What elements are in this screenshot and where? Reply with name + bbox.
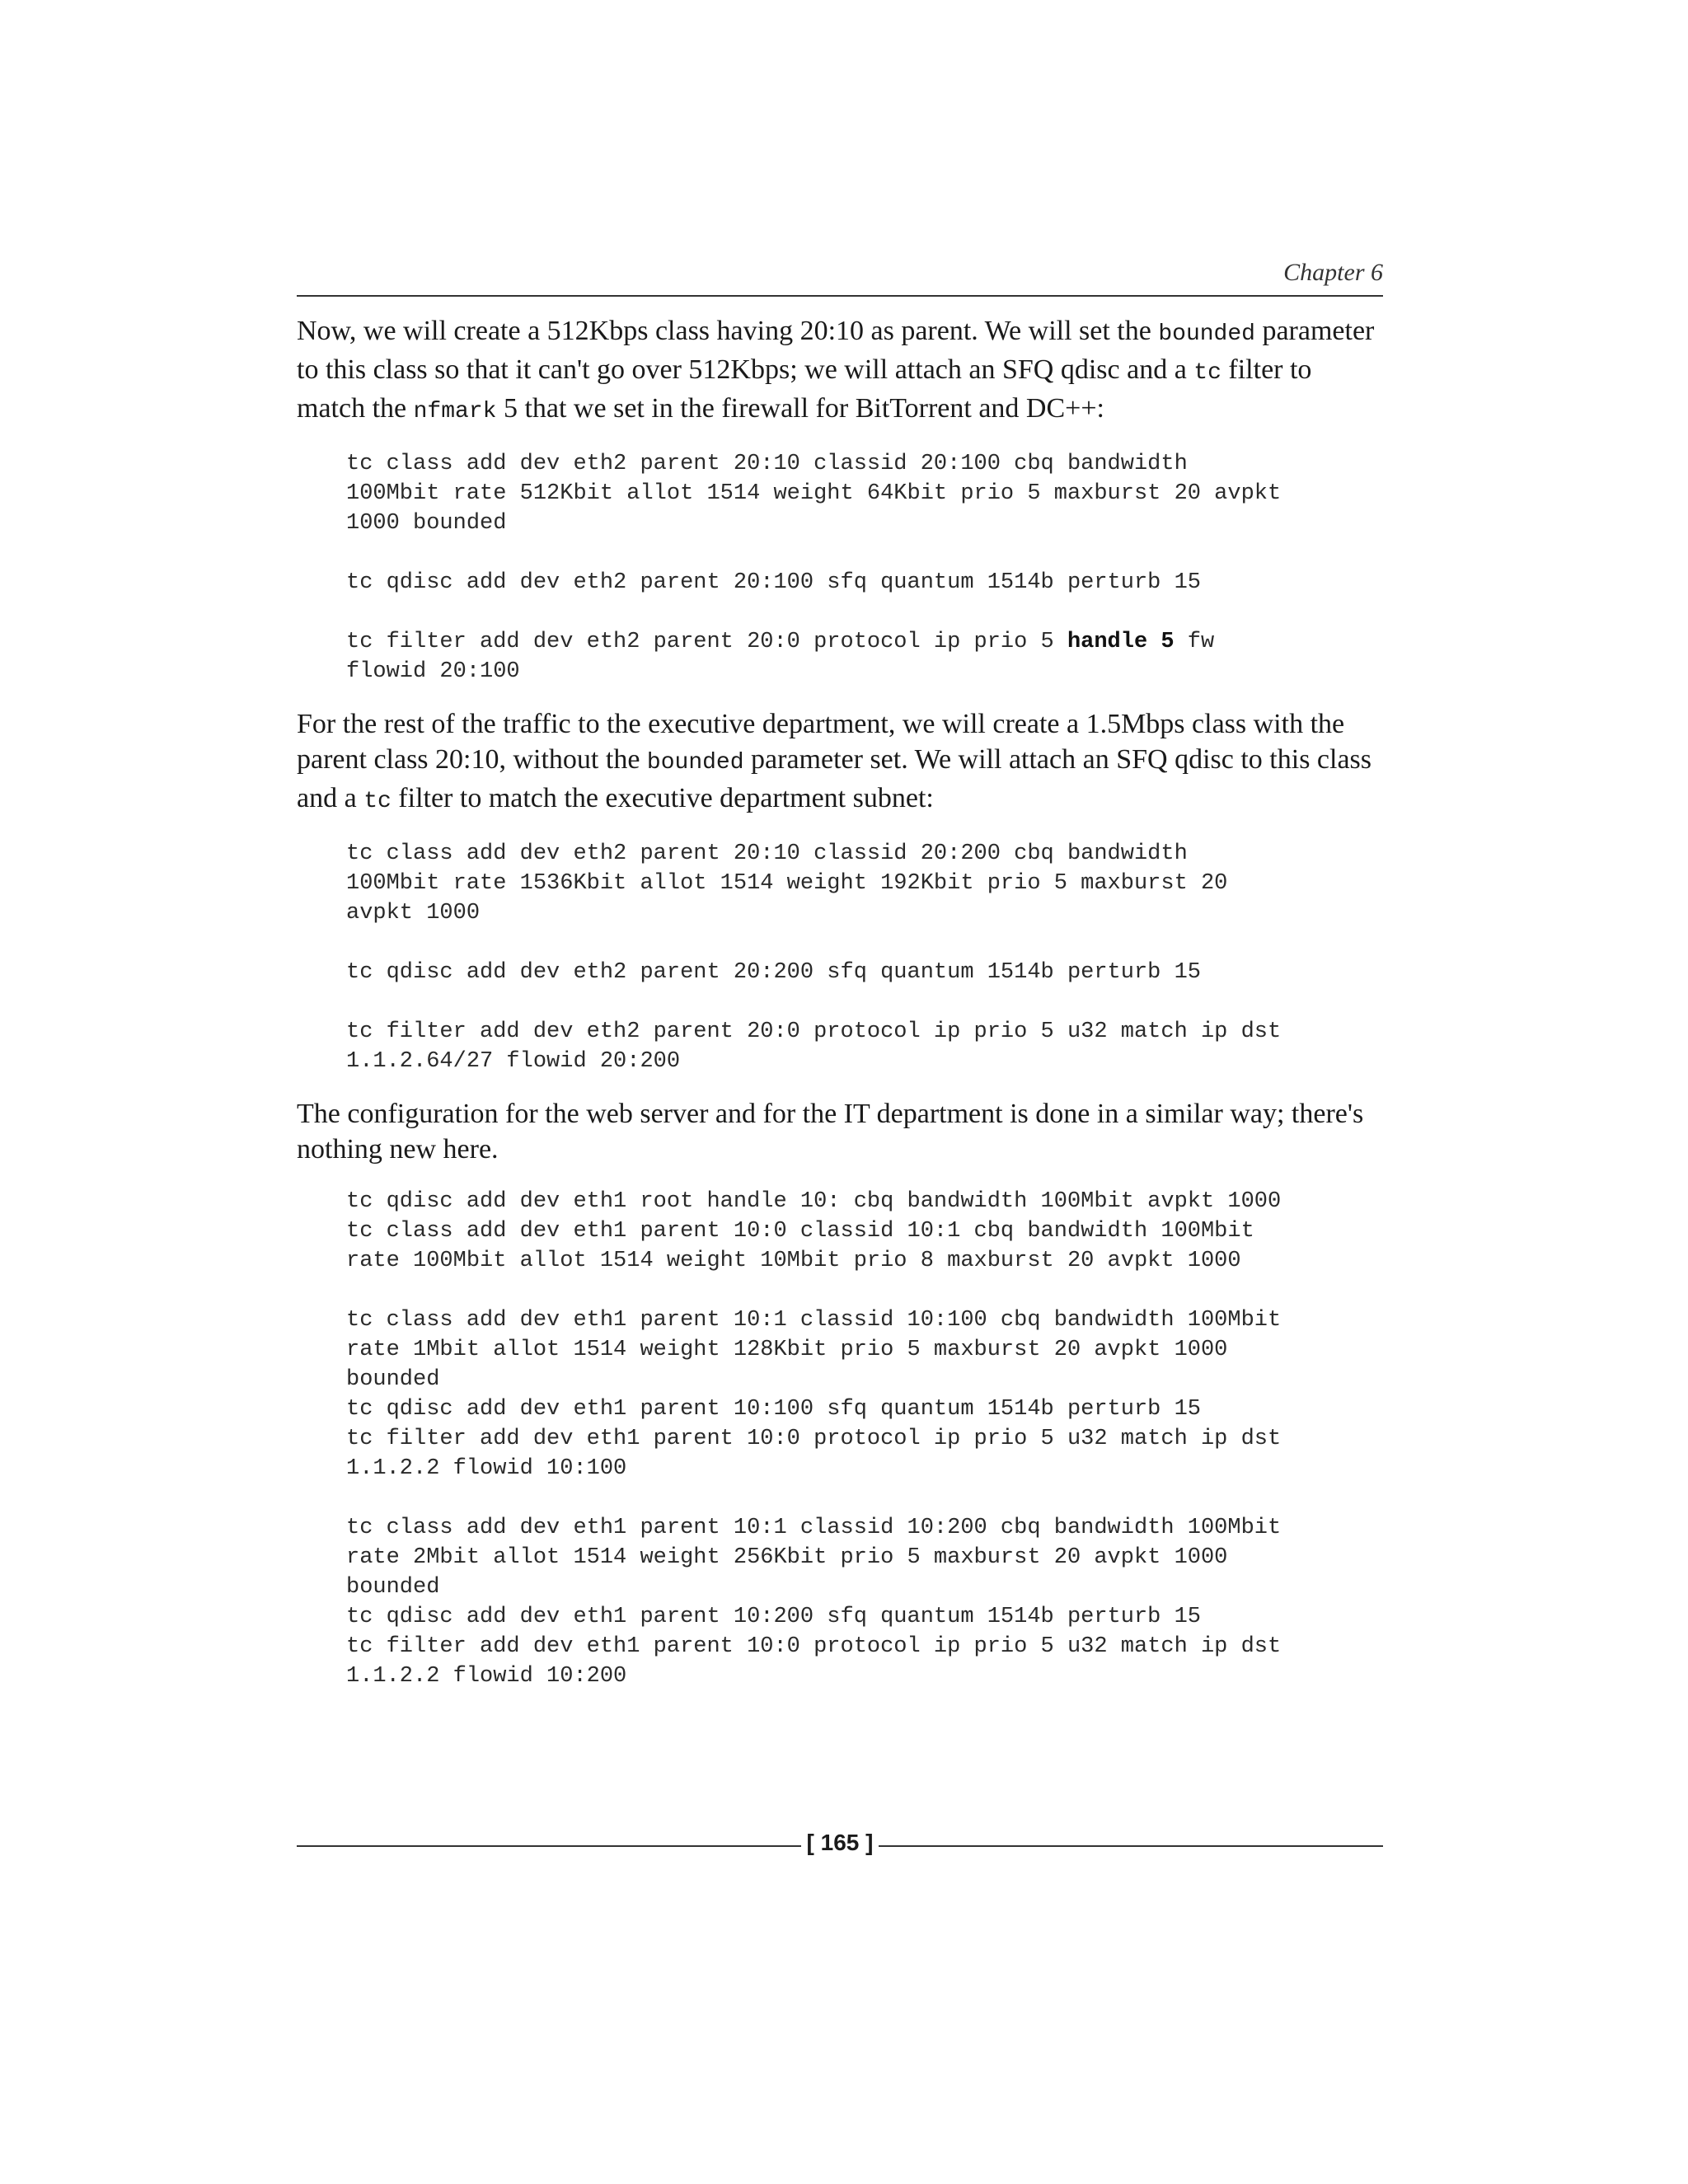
code-line	[346, 627, 1383, 657]
inline-code: tc	[1193, 360, 1221, 386]
code-line: tc qdisc add dev eth1 parent 10:200 sfq quantum 1514b perturb 15	[346, 1605, 1201, 1629]
text: filter to match the executive department subnet:	[391, 783, 934, 813]
code-text: tc filter add dev eth2 parent 20:0 protocol ip prio 5	[346, 630, 1067, 654]
chapter-label: Chapter 6	[1283, 259, 1383, 286]
code-line: 1.1.2.2 flowid 10:200	[346, 1664, 627, 1689]
code-line: tc qdisc add dev eth2 parent 20:200 sfq quantum 1514b perturb 15	[346, 960, 1201, 985]
code-line: flowid 20:100	[346, 659, 520, 684]
code-line: rate 100Mbit allot 1514 weight 10Mbit prio 8 maxburst 20 avpkt 1000	[346, 1249, 1241, 1273]
code-text: fw	[1174, 630, 1215, 654]
code-line: tc class add dev eth2 parent 20:10 classid 20:100 cbq bandwidth	[346, 452, 1188, 476]
code-line: tc class add dev eth1 parent 10:0 classid 10:1 cbq bandwidth 100Mbit	[346, 1219, 1254, 1244]
code-block-bittorrent-class	[346, 449, 1383, 687]
page-header	[297, 254, 1383, 297]
paragraph-web-server: The configuration for the web server and for the IT department is done in a similar way; there's nothing new here.	[297, 1099, 1364, 1165]
text: parameter to this class so that it can't go over 512Kbps; we will attach an SFQ qdisc and a	[297, 316, 1375, 385]
code-block-executive-class	[346, 839, 1383, 1076]
inline-code: nfmark	[413, 399, 497, 424]
code-block-web-server	[346, 1187, 1383, 1691]
text: Now, we will create a 512Kbps class having 20:10 as parent. We will set the	[297, 316, 1159, 346]
code-line: tc filter add dev eth1 parent 10:0 protocol ip prio 5 u32 match ip dst	[346, 1427, 1282, 1451]
paragraph-512kbps-class	[297, 313, 1383, 429]
code-line: tc qdisc add dev eth2 parent 20:100 sfq quantum 1514b perturb 15	[346, 570, 1201, 595]
code-line: avpkt 1000	[346, 901, 481, 926]
code-line: rate 1Mbit allot 1514 weight 128Kbit prio 5 maxburst 20 avpkt 1000	[346, 1338, 1228, 1362]
code-line: rate 2Mbit allot 1514 weight 256Kbit prio 5 maxburst 20 avpkt 1000	[346, 1545, 1228, 1570]
code-line: 1000 bounded	[346, 511, 507, 536]
text: 5 that we set in the firewall for BitTorrent and DC++:	[496, 393, 1104, 424]
code-line: tc filter add dev eth1 parent 10:0 protocol ip prio 5 u32 match ip dst	[346, 1634, 1282, 1659]
code-line: 100Mbit rate 1536Kbit allot 1514 weight 192Kbit prio 5 maxburst 20	[346, 871, 1228, 896]
code-line: tc qdisc add dev eth1 parent 10:100 sfq quantum 1514b perturb 15	[346, 1397, 1201, 1422]
code-line: 1.1.2.64/27 flowid 20:200	[346, 1049, 681, 1074]
text: filter to match the	[297, 354, 1312, 424]
inline-code: bounded	[646, 750, 744, 776]
code-highlight: handle 5	[1067, 630, 1175, 654]
code-line: bounded	[346, 1367, 440, 1392]
inline-code: tc	[363, 789, 392, 814]
code-line: tc qdisc add dev eth1 root handle 10: cbq bandwidth 100Mbit avpkt 1000	[346, 1189, 1282, 1214]
code-line: tc class add dev eth1 parent 10:1 classid 10:100 cbq bandwidth 100Mbit	[346, 1308, 1282, 1333]
code-line: bounded	[346, 1575, 440, 1600]
code-line: 1.1.2.2 flowid 10:100	[346, 1456, 627, 1481]
text: For the rest of the traffic to the executive department, we will create a 1.5Mbps class with the parent class 20:10, without the	[297, 709, 1345, 775]
page-number: [ 165 ]	[806, 1830, 874, 1855]
page-content	[297, 313, 1383, 1711]
footer-rule	[879, 1845, 1383, 1847]
code-line: tc class add dev eth2 parent 20:10 classid 20:200 cbq bandwidth	[346, 841, 1188, 866]
code-line: 100Mbit rate 512Kbit allot 1514 weight 64Kbit prio 5 maxburst 20 avpkt	[346, 481, 1282, 506]
page-footer	[297, 1830, 1383, 1863]
text: parameter set. We will attach an SFQ qdisc to this class and a	[297, 744, 1372, 813]
code-line: tc filter add dev eth2 parent 20:0 protocol ip prio 5 u32 match ip dst	[346, 1019, 1282, 1044]
paragraph-executive-class	[297, 706, 1383, 819]
code-line: tc class add dev eth1 parent 10:1 classid 10:200 cbq bandwidth 100Mbit	[346, 1516, 1282, 1540]
inline-code: bounded	[1158, 321, 1255, 347]
